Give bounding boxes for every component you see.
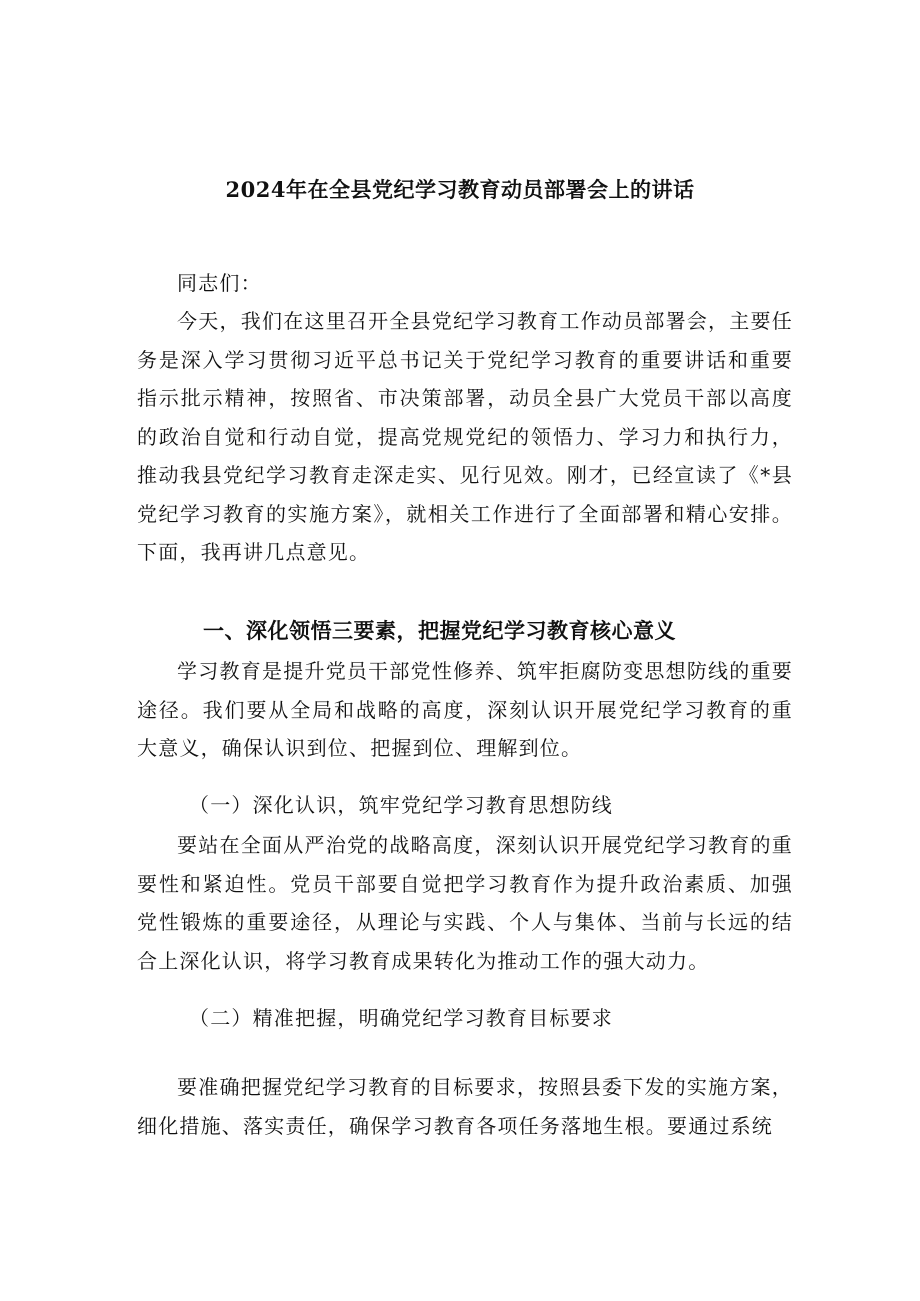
subsection-1-paragraph: 要站在全面从严治党的战略高度，深刻认识开展党纪学习教育的重要性和紧迫性。党员干部要自觉把学习教育作为提升政治素质、加强党性锻炼的重要途径，从理论与实践、个人与集体、当前与长远的结合上深化认识，将学习教育成果转化为推动工作的强大动力。: [137, 833, 793, 973]
salutation: 同志们：: [177, 271, 262, 295]
subsection-2-paragraph: 要准确把握党纪学习教育的目标要求，按照县委下发的实施方案，细化措施、落实责任，确保学习教育各项任务落地生根。要通过系统: [137, 1075, 793, 1138]
section-1-heading: 一、深化领悟三要素，把握党纪学习教育核心意义: [203, 619, 676, 643]
intro-paragraph: 今天，我们在这里召开全县党纪学习教育工作动员部署会，主要任务是深入学习贯彻习近平总书记关于党纪学习教育的重要讲话和重要指示批示精神，按照省、市决策部署，动员全县广大党员干部以高度的政治自觉和行动自觉，提高党规党纪的领悟力、学习力和执行力，推动我县党纪学习教育走深走实、见行见效。刚才，已经宣读了《*县党纪学习教育的实施方案》，就相关工作进行了全面部署和精心安排。下面，我再讲几点意见。: [137, 309, 793, 564]
document-title: 2024年在全县党纪学习教育动员部署会上的讲话: [225, 177, 695, 202]
subsection-1-heading: （一）深化认识，筑牢党纪学习教育思想防线: [189, 793, 613, 817]
section-1-intro-paragraph: 学习教育是提升党员干部党性修养、筑牢拒腐防变思想防线的重要途径。我们要从全局和战略的高度，深刻认识开展党纪学习教育的重大意义，确保认识到位、把握到位、理解到位。: [137, 659, 793, 760]
subsection-2-heading: （二）精准把握，明确党纪学习教育目标要求: [189, 1006, 613, 1030]
